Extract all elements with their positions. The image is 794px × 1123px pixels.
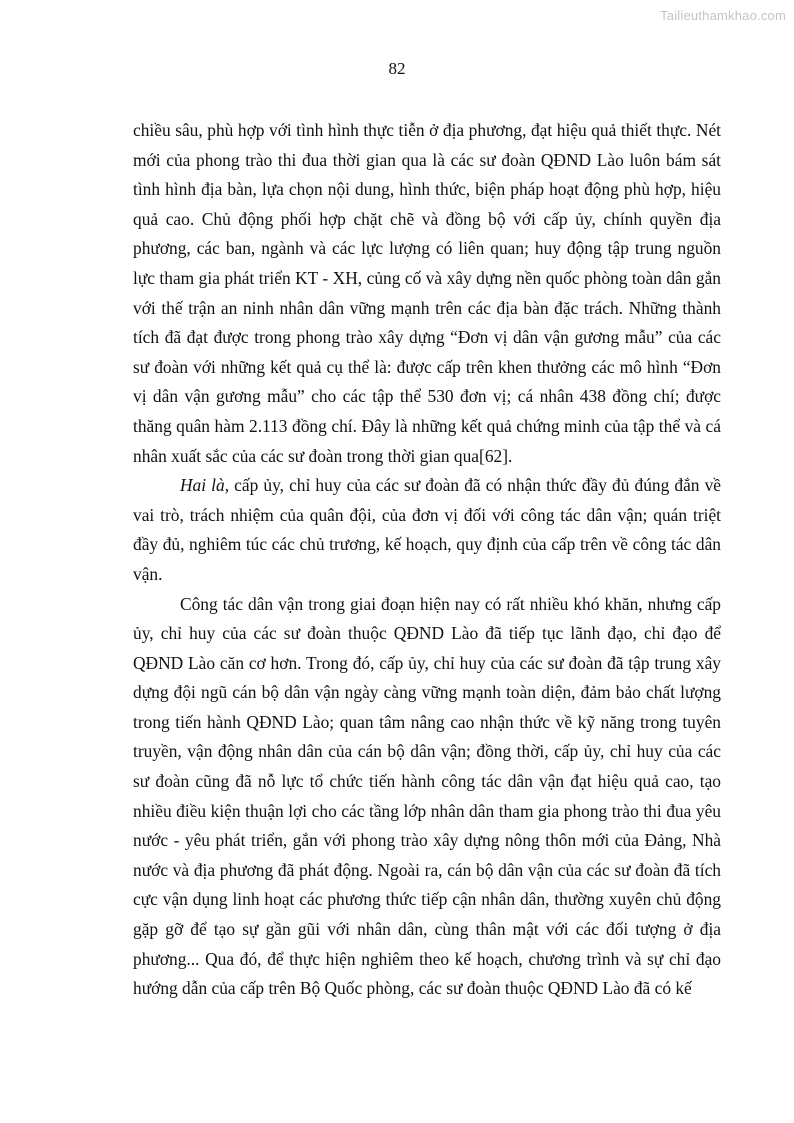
watermark-text: Tailieuthamkhao.com — [660, 8, 786, 23]
page-number: 82 — [388, 59, 406, 78]
paragraph-text: Công tác dân vận trong giai đoạn hiện nay có rất nhiều khó khăn, nhưng cấp ủy, chỉ huy của các sư đoàn thuộc QĐND Lào đã tiếp tục lãnh đạo, chỉ đạo để QĐND Lào căn cơ hơn. Trong đó, cấp ủy, chỉ huy của các sư đoàn đã tập trung xây dựng đội ngũ cán bộ dân vận ngày càng vững mạnh toàn diện, đảm bảo chất lượng trong tiến hành QĐND Lào; quan tâm nâng cao nhận thức về kỹ năng trong tuyên truyền, vận động nhân dân của cán bộ dân vận; đồng thời, cấp ủy, chỉ huy của các sư đoàn cũng đã nỗ lực tổ chức tiến hành công tác dân vận đạt hiệu quả cao, tạo nhiều điều kiện thuận lợi cho các tầng lớp nhân dân tham gia phong trào thi đua yêu nước - yêu phát triển, gắn với phong trào xây dựng nông thôn mới của Đảng, Nhà nước và địa phương đã phát động. Ngoài ra, cán bộ dân vận của các sư đoàn đã tích cực vận dụng linh hoạt các phương thức tiếp cận nhân dân, thường xuyên chủ động gặp gỡ để tạo sự gần gũi với nhân dân, cùng thân mật với các đối tượng ở địa phương... Qua đó, để thực hiện nghiêm theo kế hoạch, chương trình và sự chỉ đạo hướng dẫn của cấp trên Bộ Quốc phòng, các sư đoàn thuộc QĐND Lào đã có kế — [133, 593, 721, 999]
document-body — [133, 116, 721, 1004]
paragraph-lead-italic: Hai là, — [180, 475, 230, 496]
paragraph-text: cấp ủy, chỉ huy của các sư đoàn đã có nhận thức đầy đủ đúng đắn về vai trò, trách nhiệm của quân đội, của đơn vị đối với công tác dân vận; quán triệt đầy đủ, nghiêm túc các chủ trương, kế hoạch, quy định của cấp trên về công tác dân vận. — [133, 475, 722, 584]
paragraph-second-point — [133, 471, 721, 589]
paragraph-continued — [133, 116, 721, 471]
paragraph-dan-van-work — [133, 590, 721, 1004]
paragraph-text: chiều sâu, phù hợp với tình hình thực tiễn ở địa phương, đạt hiệu quả thiết thực. Nét mới của phong trào thi đua thời gian qua là các sư đoàn QĐND Lào luôn bám sát tình hình địa bàn, lựa chọn nội dung, hình thức, biện pháp hoạt động phù hợp, hiệu quả cao. Chủ động phối hợp chặt chẽ và đồng bộ với cấp ủy, chính quyền địa phương, các ban, ngành và các lực lượng có liên quan; huy động tập trung nguồn lực tham gia phát triển KT - XH, củng cố và xây dựng nền quốc phòng toàn dân gắn với thế trận an ninh nhân dân vững mạnh trên các địa bàn đặc trách. Những thành tích đã đạt được trong phong trào xây dựng “Đơn vị dân vận gương mẫu” của các sư đoàn với những kết quả cụ thể là: được cấp trên khen thưởng các mô hình “Đơn vị dân vận gương mẫu” cho các tập thể 530 đơn vị; cá nhân 438 đồng chí; được thăng quân hàm 2.113 đồng chí. Đây là những kết quả chứng minh của tập thể và cá nhân xuất sắc của các sư đoàn trong thời gian qua[62]. — [133, 120, 721, 466]
